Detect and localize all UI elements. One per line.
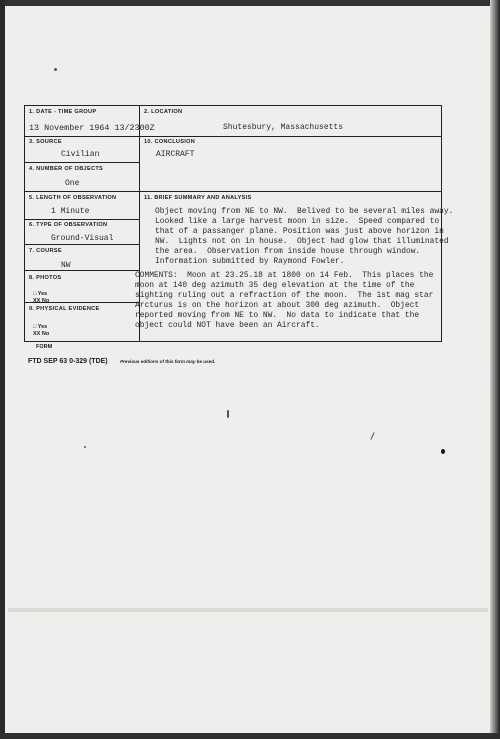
- row-divider: [25, 219, 139, 220]
- row-divider: [25, 270, 139, 271]
- scan-speck: [54, 68, 57, 71]
- length-of-observation-label: 5. LENGTH OF OBSERVATION: [29, 195, 117, 201]
- physical-evidence-yes-checkbox: □ Yes: [33, 324, 48, 330]
- scan-speck: [84, 446, 86, 448]
- type-of-observation-label: 6. TYPE OF OBSERVATION: [29, 222, 108, 228]
- form-footer: [28, 344, 215, 368]
- scan-speck: [227, 410, 229, 418]
- source-value: Civilian: [61, 150, 100, 159]
- previous-editions-note: Previous editions of this form may be used.: [120, 359, 216, 364]
- scan-edge-right: [490, 0, 500, 739]
- photos-label: 8. PHOTOS: [29, 275, 62, 281]
- brief-summary-label: 11. BRIEF SUMMARY AND ANALYSIS: [144, 195, 252, 201]
- date-time-group-label: 1. DATE - TIME GROUP: [29, 109, 97, 115]
- number-of-objects-label: 4. NUMBER OF OBJECTS: [29, 166, 104, 172]
- course-value: NW: [61, 261, 71, 270]
- photos-no-checkbox: XX No: [33, 298, 50, 304]
- comments-text: COMMENTS: Moon at 23.25.18 at 1800 on 14 Feb. This places the moon at 140 deg azimuth 35 deg elevation at the time of the sighting ruling out a refraction of the moon. The 1st mag star Arcturus is on the horizon at about 300 deg azimuth. Object reported moving from NE to NW. No data to indicate that the object could NOT have been an Aircraft.: [135, 271, 434, 330]
- location-label: 2. LOCATION: [144, 109, 183, 115]
- scan-speck: [370, 432, 374, 440]
- course-label: 7. COURSE: [29, 248, 62, 254]
- number-of-objects-value: One: [65, 179, 80, 188]
- row-divider: [25, 136, 441, 137]
- form-word: FORM: [36, 344, 53, 350]
- project-card-form: [24, 105, 454, 342]
- photos-yes-checkbox: □ Yes: [33, 291, 48, 297]
- row-divider: [25, 162, 139, 163]
- scan-edge-bottom: [0, 733, 500, 739]
- row-divider: [25, 191, 441, 192]
- date-time-group-value: 13 November 1964 13/2300Z: [29, 123, 155, 133]
- brief-summary-text: Object moving from NE to NW. Belived to be several miles away. Looked like a large harvest moon in size. Speed compared to that of a passanger plane. Position was just above horizon in NW. Lights not on in house. Object had glow that illuminated the area. Observation from inside house through window. Information submitted by Raymond Fowler.: [155, 207, 454, 266]
- conclusion-value: AIRCRAFT: [156, 150, 195, 159]
- location-value: Shutesbury, Massachusetts: [223, 123, 344, 132]
- scan-edge-top: [0, 0, 500, 6]
- length-of-observation-value: 1 Minute: [51, 207, 90, 216]
- source-label: 3. SOURCE: [29, 139, 62, 145]
- page-fold: [8, 608, 488, 612]
- conclusion-label: 10. CONCLUSION: [144, 139, 196, 145]
- scan-edge-left: [0, 0, 5, 739]
- row-divider: [25, 244, 139, 245]
- physical-evidence-no-checkbox: XX No: [33, 331, 50, 337]
- form-number: FTD SEP 63 0-329 (TDE): [28, 358, 108, 365]
- scan-speck: [441, 449, 445, 454]
- type-of-observation-value: Ground-Visual: [51, 234, 114, 243]
- physical-evidence-label: 9. PHYSICAL EVIDENCE: [29, 306, 100, 312]
